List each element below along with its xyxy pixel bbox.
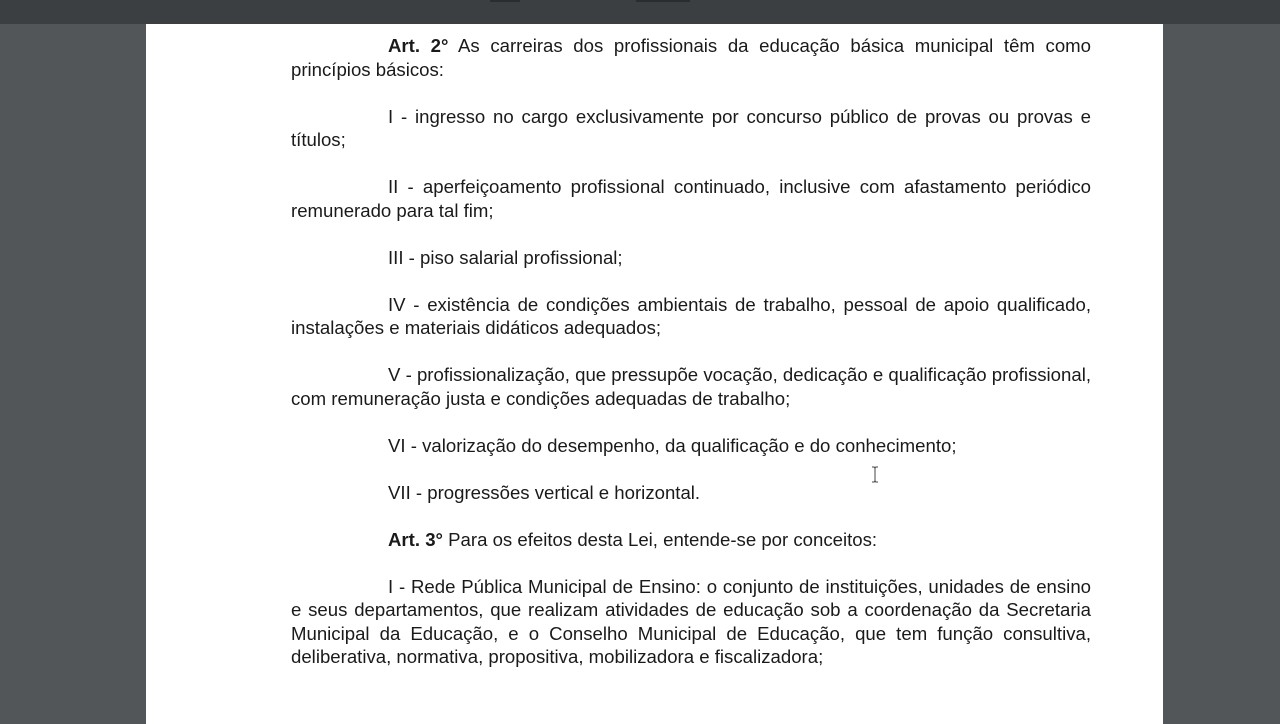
article-label: Art. 2° <box>388 35 449 56</box>
paragraph-item-iii <box>291 246 1091 270</box>
paragraph-text: I - Rede Pública Municipal de Ensino: o conjunto de instituições, unidades de ensino e seus departamentos, que realizam atividades de educação sob a coordenação da Secretaria Municipal da Educação, e o Conselho Municipal de Educação, que tem função consultiva, deliberativa, normativa, propositiva, mobilizadora e fiscalizadora; <box>291 575 1091 667</box>
paragraph-item-i <box>291 105 1091 152</box>
paragraph-text: VII - progressões vertical e horizontal. <box>388 481 701 503</box>
paragraph-text: IV - existência de condições ambientais de trabalho, pessoal de apoio qualificado, instalações e materiais didáticos adequados; <box>291 293 1091 338</box>
paragraph-art-2 <box>291 34 1091 81</box>
paragraph-art-3 <box>291 528 1091 552</box>
paragraph-text: V - profissionalização, que pressupõe vocação, dedicação e qualificação profissional, com remuneração justa e condições adequadas de trabalho; <box>291 364 1091 409</box>
toolbar-button[interactable] <box>490 0 520 2</box>
article-label: Art. 3° <box>388 528 443 550</box>
paragraph-text: III - piso salarial profissional; <box>388 246 623 268</box>
paragraph-text: VI - valorização do desempenho, da qualificação e do conhecimento; <box>388 434 957 456</box>
paragraph-item-ii <box>291 175 1091 222</box>
toolbar-button[interactable] <box>636 0 690 2</box>
paragraph-item-iv <box>291 293 1091 340</box>
paragraph-item-vi <box>291 434 1091 458</box>
document-page <box>146 24 1163 724</box>
viewer-toolbar <box>0 0 1280 24</box>
paragraph-art-3-item-i <box>291 575 1091 669</box>
document-body <box>291 34 1091 669</box>
paragraph-text: As carreiras dos profissionais da educação básica municipal têm como princípios básicos: <box>291 35 1091 80</box>
paragraph-text: Para os efeitos desta Lei, entende-se por conceitos: <box>442 528 878 550</box>
paragraph-text: I - ingresso no cargo exclusivamente por concurso público de provas ou provas e títulos; <box>291 105 1091 150</box>
paragraph-item-v <box>291 363 1091 410</box>
paragraph-item-vii <box>291 481 1091 505</box>
text-cursor-icon <box>871 466 879 483</box>
paragraph-text: II - aperfeiçoamento profissional continuado, inclusive com afastamento periódico remunerado para tal fim; <box>291 176 1091 221</box>
